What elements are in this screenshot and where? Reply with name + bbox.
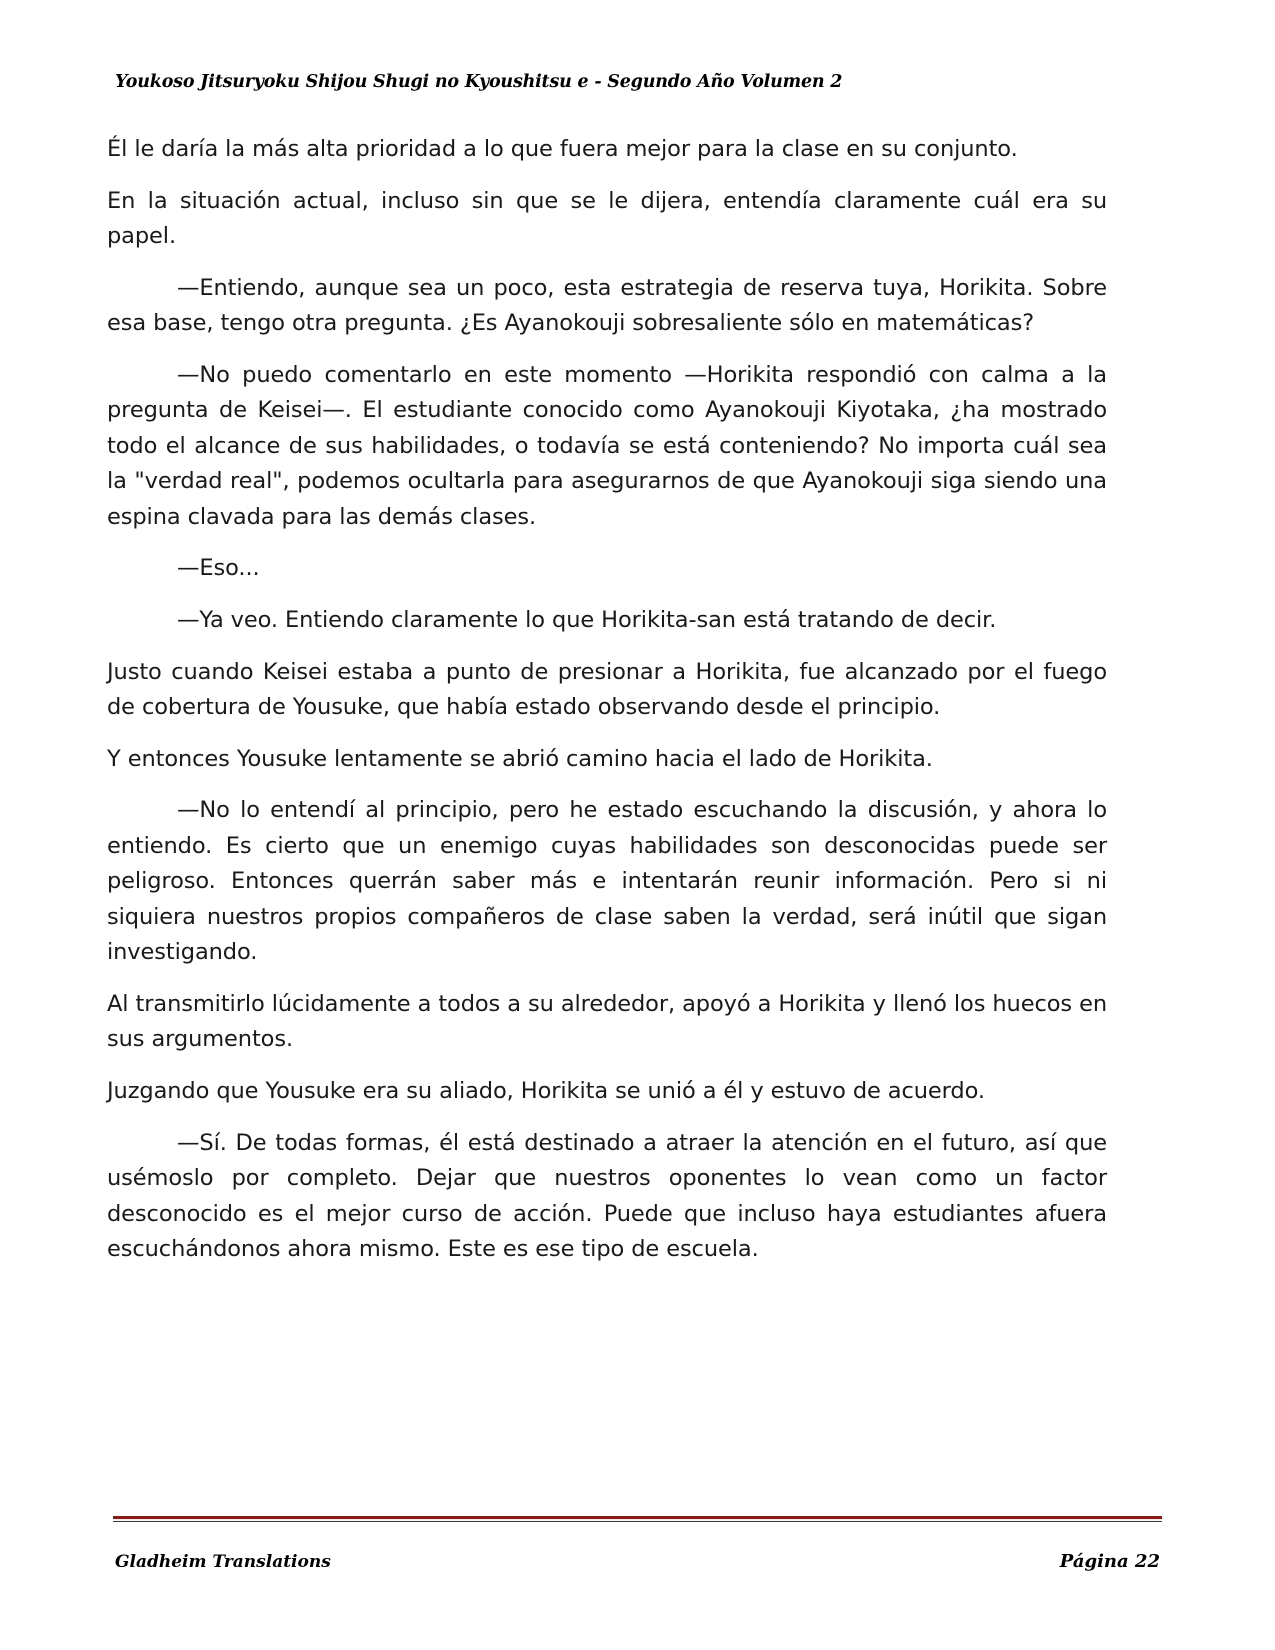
paragraph: —No puedo comentarlo en este momento —Horikita respondió con calma a la pregunta de Keisei—. El estudiante conocido como Ayanokouji Kiyotaka, ¿ha mostrado todo el alcance de sus habilidades, o todavía se está conteniendo? No importa cuál sea la "verdad real", podemos ocultarla para asegurarnos de que Ayanokouji siga siendo una espina clavada para las demás clases. — [107, 361, 1107, 530]
paragraph: —Sí. De todas formas, él está destinado a atraer la atención en el futuro, así que usémoslo por completo. Dejar que nuestros oponentes lo vean como un factor desconocido es el mejor curso de acción. Puede que incluso haya estudiantes afuera escuchándonos ahora mismo. Este es ese tipo de escuela. — [107, 1129, 1107, 1263]
paragraph: Y entonces Yousuke lentamente se abrió camino hacia el lado de Horikita. — [107, 745, 933, 772]
paragraph: En la situación actual, incluso sin que se le dijera, entendía claramente cuál era su papel. — [107, 187, 1107, 250]
paragraph: —No lo entendí al principio, pero he estado escuchando la discusión, y ahora lo entiendo. Es cierto que un enemigo cuyas habilidades son desconocidas puede ser peligroso. Entonces querrán saber más e intentarán reunir información. Pero si ni siquiera nuestros propios compañeros de clase saben la verdad, será inútil que sigan investigando. — [107, 797, 1107, 966]
paragraph: Al transmitirlo lúcidamente a todos a su alrededor, apoyó a Horikita y llenó los huecos en sus argumentos. — [107, 990, 1107, 1053]
header-title: Youkoso Jitsuryoku Shijou Shugi no Kyoushitsu e - Segundo Año Volumen 2 — [115, 72, 843, 92]
page-footer — [115, 1551, 1160, 1572]
page-body — [107, 132, 1107, 1268]
paragraph: Juzgando que Yousuke era su aliado, Horikita se unió a él y estuvo de acuerdo. — [107, 1078, 985, 1105]
page-header — [115, 72, 1160, 92]
paragraph: —Eso... — [177, 555, 260, 582]
page-number: Página 22 — [1059, 1551, 1160, 1572]
paragraph: —Entiendo, aunque sea un poco, esta estrategia de reserva tuya, Horikita. Sobre esa base, tengo otra pregunta. ¿Es Ayanokouji sobresaliente sólo en matemáticas? — [107, 274, 1107, 337]
paragraph: Justo cuando Keisei estaba a punto de presionar a Horikita, fue alcanzado por el fuego de cobertura de Yousuke, que había estado observando desde el principio. — [107, 658, 1107, 721]
footer-translator-credit: Gladheim Translations — [115, 1552, 331, 1572]
paragraph: Él le daría la más alta prioridad a lo que fuera mejor para la clase en su conjunto. — [107, 136, 1018, 162]
footer-divider — [113, 1516, 1162, 1522]
paragraph: —Ya veo. Entiendo claramente lo que Horikita-san está tratando de decir. — [177, 607, 997, 634]
